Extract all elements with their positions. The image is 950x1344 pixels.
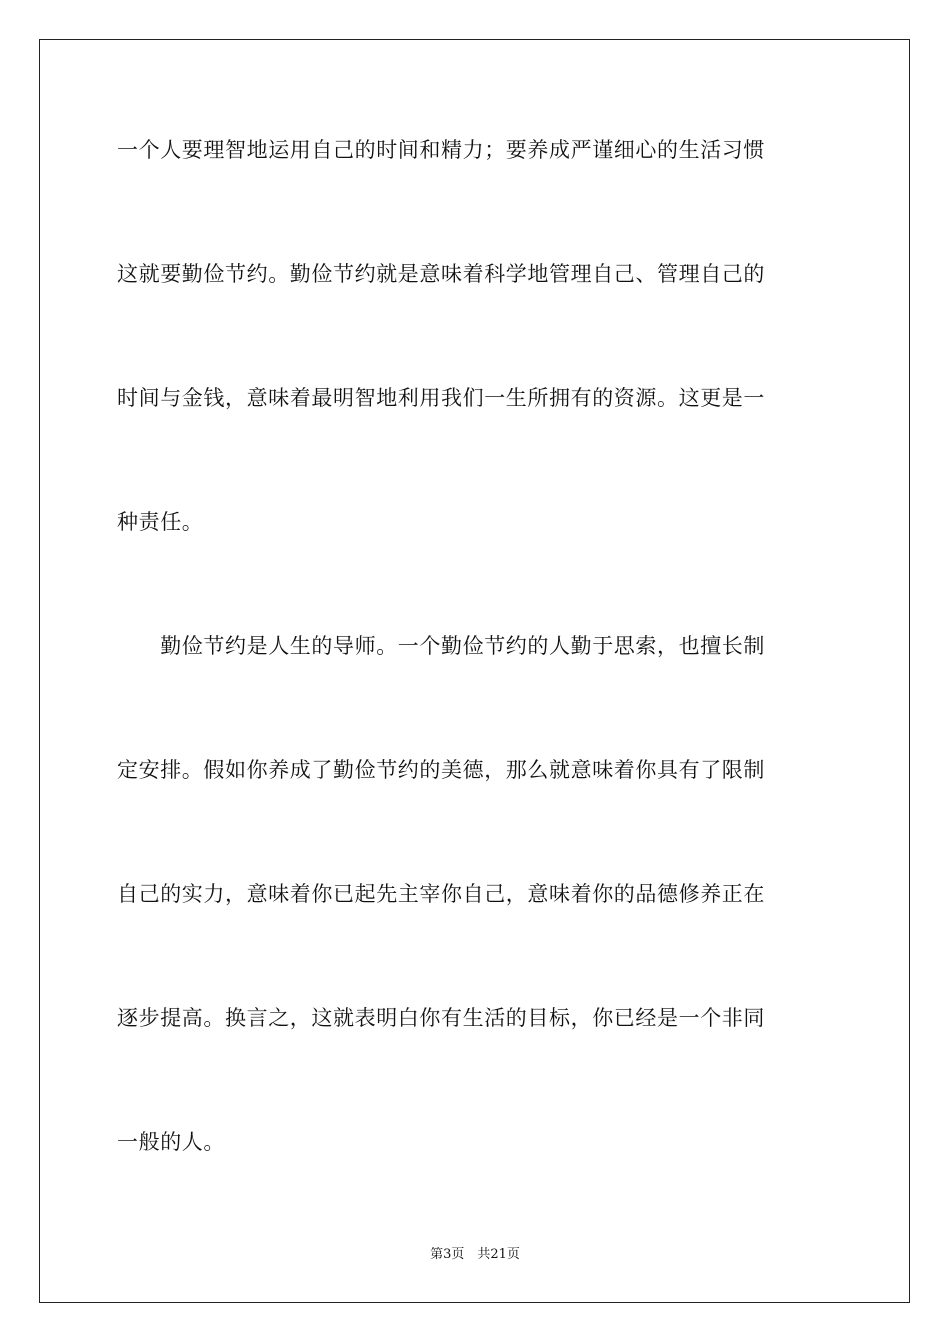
text-line: 一个人要理智地运用自己的时间和精力；要养成严谨细心的生活习惯 — [117, 138, 765, 162]
text-line: 自己的实力，意味着你已起先主宰你自己，意味着你的品德修养正在 — [117, 882, 765, 906]
text-line: 种责任。 — [117, 510, 204, 534]
text-line: 这就要勤俭节约。勤俭节约就是意味着科学地管理自己、管理自己的 — [117, 262, 765, 286]
page-number-footer: 第3页 共21页 — [430, 1247, 520, 1262]
text-line: 定安排。假如你养成了勤俭节约的美德，那么就意味着你具有了限制 — [117, 758, 765, 782]
text-line: 时间与金钱，意味着最明智地利用我们一生所拥有的资源。这更是一 — [117, 386, 765, 410]
text-line: 逐步提高。换言之，这就表明白你有生活的目标，你已经是一个非同 — [117, 1006, 765, 1030]
text-line: 一般的人。 — [117, 1130, 225, 1154]
page-border — [39, 39, 910, 1303]
paragraph-start-line: 勤俭节约是人生的导师。一个勤俭节约的人勤于思索，也擅长制 — [117, 634, 765, 658]
